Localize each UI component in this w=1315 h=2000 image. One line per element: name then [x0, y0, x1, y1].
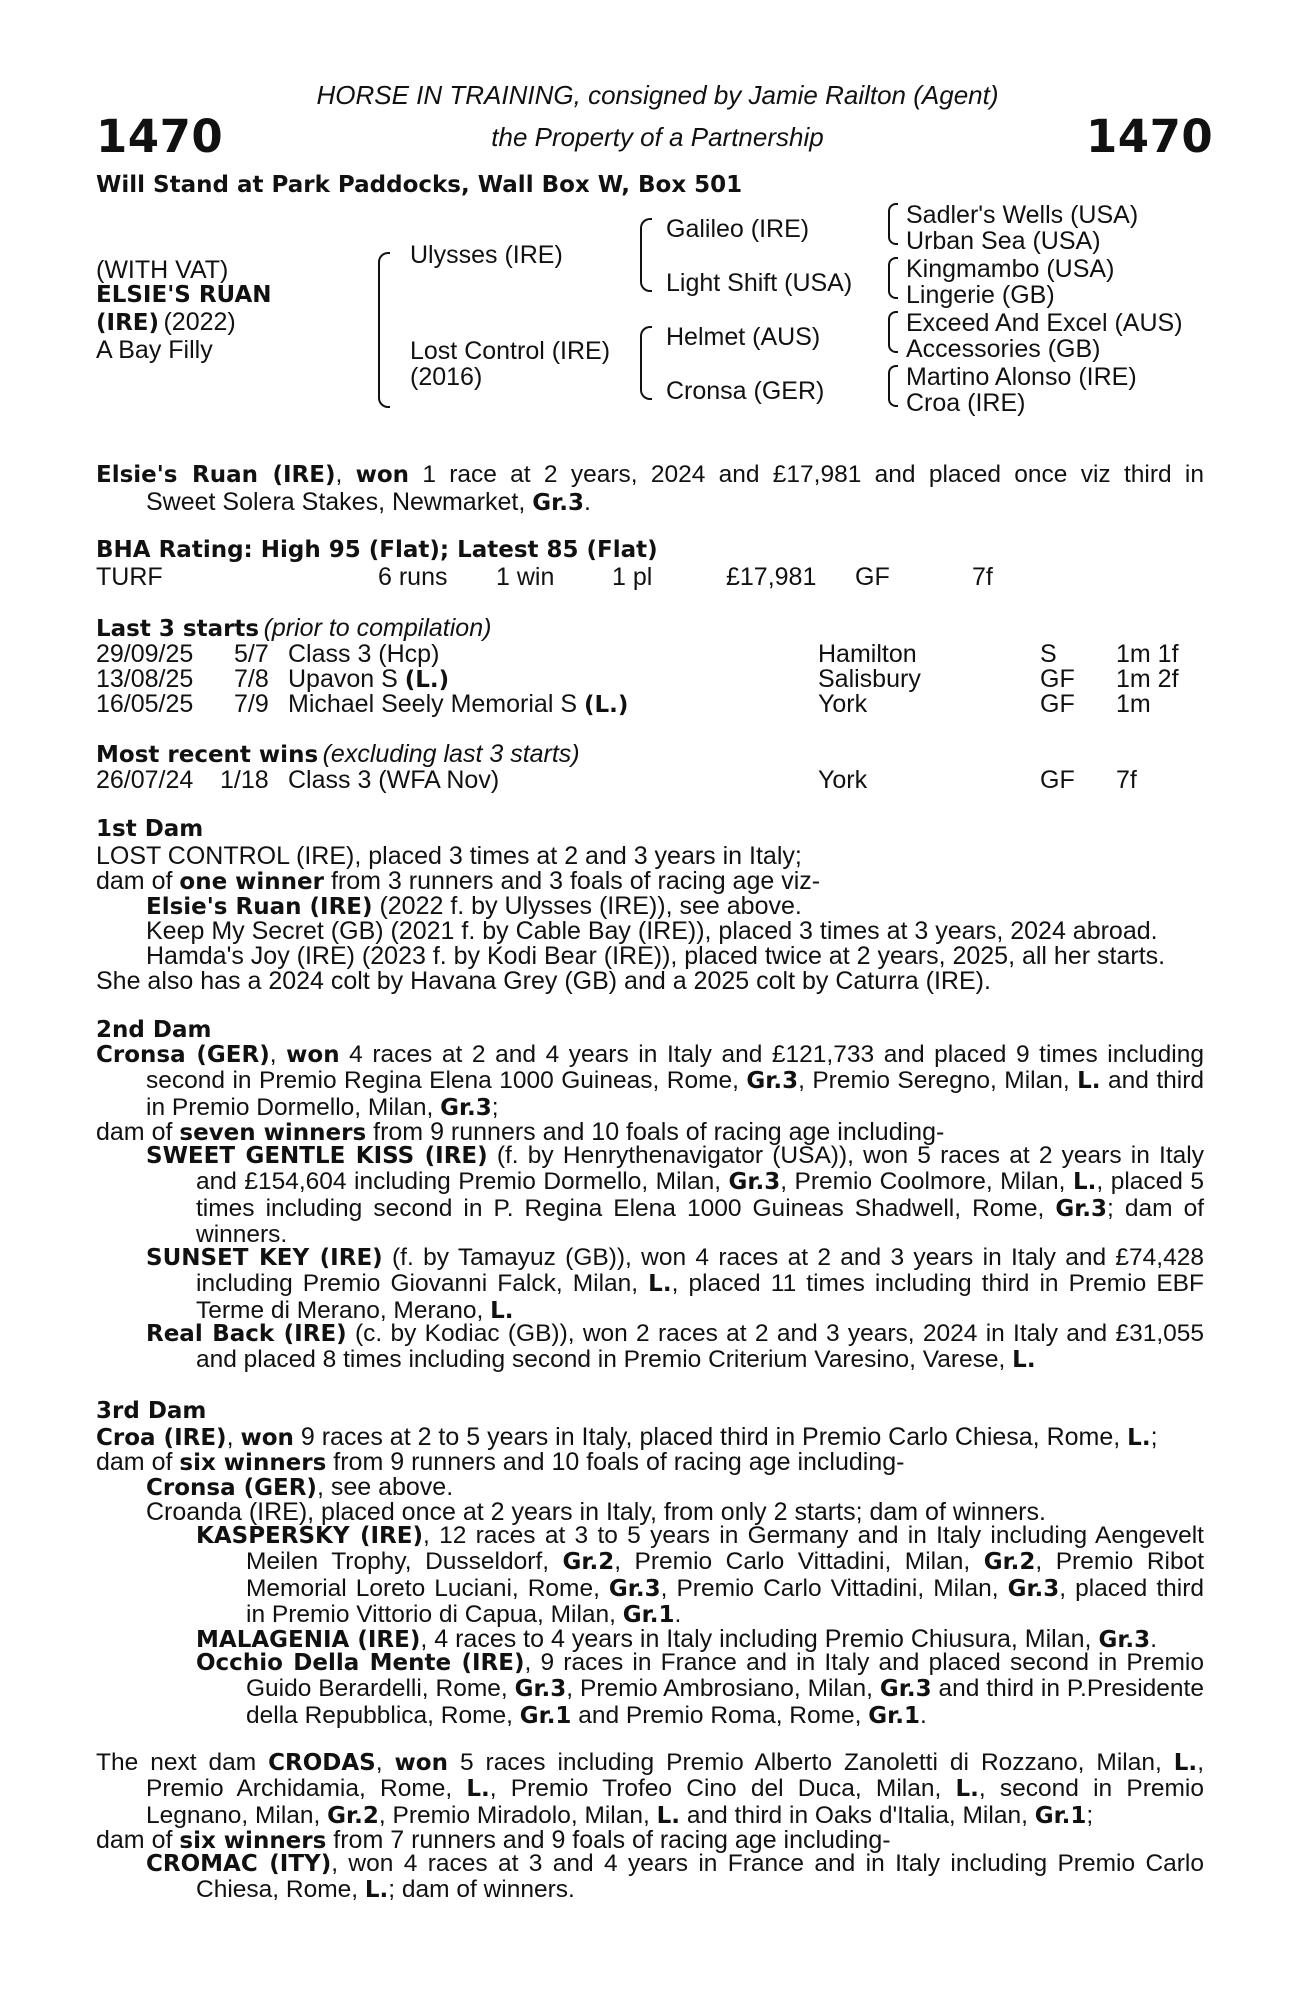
dam2-won: won	[286, 1042, 340, 1068]
dam3-heading: 3rd Dam	[96, 1398, 207, 1424]
progeny-text: and Premio Roma, Rome,	[578, 1701, 862, 1729]
dam1-line-1: LOST CONTROL (IRE), placed 3 times at 2 and 3 years in Italy;	[96, 842, 802, 870]
next-dam-winners: six winners	[179, 1828, 327, 1854]
pedigree-ss: Galileo (IRE)	[666, 215, 810, 243]
next-dam-grade: L.	[466, 1776, 490, 1803]
dam2-text: ;	[491, 1093, 499, 1121]
next-dam-text: and third in Oaks d'Italia, Milan,	[686, 1801, 1028, 1829]
progeny-text: ; dam of winners.	[196, 1194, 1204, 1249]
summary-text: 1 race at 2 years, 2024 and £17,981 and placed once viz third in	[422, 461, 1204, 488]
last3-heading: Last 3 starts	[96, 616, 260, 642]
progeny-grade: L.	[648, 1271, 672, 1298]
bha-places: 1 pl	[612, 563, 653, 591]
row-race: Class 3 (Hcp)	[288, 640, 440, 668]
consignor-line: HORSE IN TRAINING, consigned by Jamie Railton (Agent)	[316, 80, 999, 110]
summary-line-2	[146, 488, 591, 517]
progeny-text: , placed 5 times including second in P. Regina Elena 1000 Guineas Shadwell, Rome,	[196, 1168, 1205, 1222]
row-going: GF	[1040, 766, 1075, 794]
bha-wins: 1 win	[496, 563, 555, 591]
property-line: the Property of a Partnership	[491, 122, 824, 152]
progeny-name: MALAGENIA (IRE)	[196, 1627, 421, 1653]
progeny-grade: Gr.2	[562, 1549, 615, 1576]
pedigree-ssd: Urban Sea (USA)	[906, 227, 1101, 255]
dam2-progeny-2	[146, 1245, 1204, 1324]
row-position: 7/8	[234, 665, 269, 693]
dam2-text: 4 races at 2 and 4 years in Italy and £121,733 and placed 9 times including second in Premio Regina Elena 1000 Guineas, Rome,	[146, 1041, 1204, 1095]
recent-wins-heading-line	[96, 740, 580, 769]
dam3-line-4: Croanda (IRE), placed once at 2 years in Italy, from only 2 starts; dam of winners.	[146, 1498, 1046, 1526]
dam2-progeny-3	[146, 1321, 1204, 1374]
row-date: 16/05/25	[96, 690, 194, 718]
dam2-grade: L.	[1077, 1068, 1101, 1095]
bha-surface: TURF	[96, 563, 163, 591]
progeny-text: (f. by Tamayuz (GB)), won 4 races at 2 and 3 years in Italy and £74,428 including Premio Giovanni Falck, Milan,	[196, 1244, 1204, 1298]
progeny-text: , placed 11 times including third in Premio EBF Terme di Merano, Merano,	[196, 1270, 1204, 1324]
next-dam-paragraph	[96, 1750, 1204, 1829]
dam1-text: dam of	[96, 867, 173, 895]
progeny-grade: Gr.3	[608, 1575, 661, 1602]
row-date: 29/09/25	[96, 640, 194, 668]
dam3-text: ,	[226, 1423, 234, 1451]
progeny-text: , Premio Ribot Memorial Loreto Luciani, Rome,	[246, 1548, 1205, 1602]
dam1-heading: 1st Dam	[96, 816, 204, 842]
progeny-grade: Gr.1	[622, 1602, 675, 1629]
dam1-line-4: Keep My Secret (GB) (2021 f. by Cable Bay (IRE)), placed 3 times at 3 years, 2024 abroad.	[146, 917, 1158, 945]
dam2-progeny-1	[146, 1143, 1204, 1248]
progeny-grade: L.	[364, 1877, 389, 1904]
progeny-text: .	[674, 1601, 682, 1629]
dam2-name: Cronsa (GER)	[96, 1042, 270, 1068]
summary-won: won	[355, 462, 410, 488]
row-race: Upavon S	[288, 665, 398, 693]
next-dam-grade: L.	[955, 1776, 979, 1803]
ss-brace	[888, 203, 898, 245]
dam2-heading: 2nd Dam	[96, 1017, 212, 1043]
dam2-text: from 9 runners and 10 foals of racing age including-	[373, 1118, 945, 1146]
progeny-name: Real Back (IRE)	[146, 1321, 347, 1347]
next-dam-grade: Gr.1	[1034, 1802, 1087, 1829]
progeny-grade: Gr.1	[868, 1702, 920, 1729]
row-distance: 1m 1f	[1116, 640, 1179, 668]
progeny-text: , Premio Coolmore, Milan,	[780, 1168, 1066, 1196]
summary-race: Sweet Solera Stakes, Newmarket,	[146, 488, 526, 516]
sire-dam-brace	[378, 252, 390, 408]
bha-runs: 6 runs	[378, 563, 448, 591]
progeny-text: , Premio Carlo Vittadini, Milan,	[614, 1548, 971, 1576]
row-going: S	[1040, 640, 1057, 668]
pedigree-ddd: Croa (IRE)	[906, 389, 1026, 417]
progeny-text: and third in P.Presidente della Repubblica, Rome,	[246, 1675, 1204, 1729]
progeny-name: SUNSET KEY (IRE)	[146, 1245, 383, 1271]
dam3-progeny-name: Cronsa (GER)	[146, 1475, 317, 1501]
recent-wins-note: (excluding last 3 starts)	[322, 740, 580, 768]
pedigree-dds: Martino Alonso (IRE)	[906, 363, 1137, 391]
next-dam-won: won	[394, 1750, 448, 1776]
dam3-text: from 9 runners and 10 foals of racing age including-	[333, 1448, 905, 1476]
dam-brace	[640, 326, 652, 400]
sire-brace	[640, 218, 652, 292]
bha-heading: BHA Rating: High 95 (Flat); Latest 85 (Flat)	[96, 537, 658, 563]
row-course: Salisbury	[818, 665, 921, 693]
progeny-grade: Gr.2	[983, 1549, 1036, 1576]
dam1-text: (2022 f. by Ulysses (IRE)), see above.	[379, 892, 802, 920]
dam2-text: , Premio Seregno, Milan,	[798, 1067, 1070, 1095]
row-listed: (L.)	[404, 667, 450, 693]
horse-year: (2022)	[163, 308, 236, 336]
progeny-name: CROMAC (ITY)	[146, 1851, 332, 1877]
dam3-grade: L.	[1127, 1425, 1151, 1451]
row-distance: 1m 2f	[1116, 665, 1179, 693]
row-distance: 1m	[1116, 690, 1151, 718]
dam2-text: dam of	[96, 1118, 173, 1146]
next-dam-text: ,	[375, 1749, 383, 1776]
pedigree-dsd: Accessories (GB)	[906, 335, 1101, 363]
progeny-grade: Gr.3	[514, 1676, 567, 1703]
progeny-text: ; dam of winners.	[388, 1876, 575, 1904]
next-dam-text: , Premio Miradolo, Milan,	[378, 1801, 650, 1829]
progeny-text: , 4 races to 4 years in Italy including Premio Chiusura, Milan,	[420, 1625, 1092, 1653]
dam3-text: ;	[1150, 1423, 1158, 1451]
progeny-text: , placed third in Premio Vittorio di Capua, Milan,	[246, 1574, 1204, 1629]
horse-origin: (IRE)	[96, 310, 160, 336]
pedigree-ds: Helmet (AUS)	[666, 323, 821, 351]
row-race-line	[288, 690, 628, 719]
progeny-grade: Gr.3	[1098, 1627, 1151, 1653]
horse-description: A Bay Filly	[96, 336, 213, 364]
next-dam-text: ;	[1086, 1801, 1094, 1829]
progeny-text: , Premio Ambrosiano, Milan,	[566, 1675, 873, 1703]
pedigree-dam-year: (2016)	[410, 363, 483, 391]
dam2-text: ,	[269, 1041, 277, 1068]
progeny-grade: L.	[1012, 1347, 1036, 1374]
progeny-grade: Gr.1	[519, 1702, 572, 1729]
horse-origin-line	[96, 308, 236, 337]
pedigree-dss: Exceed And Excel (AUS)	[906, 309, 1183, 337]
dam2-text: and third in Premio Dormello, Milan,	[146, 1067, 1204, 1121]
next-dam-name: CRODAS	[268, 1750, 376, 1776]
pedigree-sdd: Lingerie (GB)	[906, 281, 1055, 309]
dam3-won: won	[240, 1425, 294, 1451]
row-position: 1/18	[220, 766, 269, 794]
row-date: 13/08/25	[96, 665, 194, 693]
dam1-winners: one winner	[179, 869, 324, 895]
progeny-text: (f. by Henrythenavigator (USA)), won 5 races at 2 years in Italy and £154,604 including Premio Dormello, Milan,	[196, 1142, 1204, 1196]
dam3-text: , see above.	[316, 1473, 454, 1501]
row-going: GF	[1040, 665, 1075, 693]
row-race: Michael Seely Memorial S	[288, 690, 577, 718]
progeny-text: , 12 races at 3 to 5 years in Germany and in Italy including Aengevelt Meilen Trophy, Dusseldorf,	[246, 1522, 1204, 1576]
progeny-grade: Gr.3	[728, 1169, 781, 1196]
progeny-grade: Gr.3	[879, 1676, 932, 1703]
ds-brace	[888, 311, 898, 353]
summary-end: .	[583, 488, 591, 516]
next-dam-text: from 7 runners and 9 foals of racing age including-	[333, 1826, 891, 1854]
progeny-text: , Premio Carlo Vittadini, Milan,	[660, 1574, 999, 1602]
bha-going: GF	[855, 563, 890, 591]
lot-number-right: 1470	[1086, 110, 1214, 163]
progeny-name: Occhio Della Mente (IRE)	[196, 1650, 525, 1676]
dam1-line-6: She also has a 2024 colt by Havana Grey (GB) and a 2025 colt by Caturra (IRE).	[96, 967, 991, 995]
row-going: GF	[1040, 690, 1075, 718]
recent-wins-heading: Most recent wins	[96, 742, 319, 768]
location-line: Will Stand at Park Paddocks, Wall Box W, Box 501	[96, 172, 743, 198]
dam3-text: dam of	[96, 1448, 173, 1476]
dam1-progeny-name: Elsie's Ruan (IRE)	[146, 894, 373, 920]
dam2-winners: seven winners	[179, 1120, 367, 1146]
pedigree-dam: Lost Control (IRE)	[410, 337, 611, 365]
row-listed: (L.)	[583, 692, 629, 718]
progeny-grade: Gr.3	[1055, 1195, 1107, 1222]
dam3-name: Croa (IRE)	[96, 1425, 227, 1451]
row-position: 7/9	[234, 690, 269, 718]
row-race: Class 3 (WFA Nov)	[288, 766, 500, 794]
progeny-text: .	[1150, 1625, 1158, 1653]
lot-number-left: 1470	[96, 110, 224, 163]
dam3-text: 9 races at 2 to 5 years in Italy, placed third in Premio Carlo Chiesa, Rome,	[300, 1423, 1121, 1451]
progeny-text: .	[919, 1701, 927, 1729]
next-dam-text: , Premio Trofeo Cino del Duca, Milan,	[489, 1775, 942, 1803]
pedigree-sd: Light Shift (USA)	[666, 269, 853, 297]
dam3-grandprogeny-1	[196, 1523, 1204, 1629]
next-dam-text: , Premio Archidamia, Rome,	[146, 1749, 1204, 1803]
dd-brace	[888, 365, 898, 407]
sd-brace	[888, 257, 898, 299]
next-dam-progeny	[146, 1851, 1204, 1904]
bha-distance: 7f	[972, 563, 993, 591]
progeny-grade: L.	[1072, 1169, 1097, 1196]
pedigree-dd: Cronsa (GER)	[666, 377, 825, 405]
dam1-text: from 3 runners and 3 foals of racing age viz-	[330, 867, 821, 895]
bha-earnings: £17,981	[726, 563, 817, 591]
pedigree-sds: Kingmambo (USA)	[906, 255, 1115, 283]
next-dam-grade: L.	[1173, 1750, 1198, 1776]
next-dam-text: 5 races including Premio Alberto Zanoletti di Rozzano, Milan,	[459, 1749, 1162, 1776]
next-dam-text: dam of	[96, 1826, 173, 1854]
next-dam-text: , second in Premio Legnano, Milan,	[146, 1775, 1204, 1829]
dam2-grade: Gr.3	[440, 1094, 492, 1121]
dam1-line-5: Hamda's Joy (IRE) (2023 f. by Kodi Bear (IRE)), placed twice at 2 years, 2025, all her starts.	[146, 942, 1166, 970]
dam2-paragraph	[96, 1042, 1204, 1121]
vat-note: (WITH VAT)	[96, 256, 229, 284]
row-position: 5/7	[234, 640, 269, 668]
progeny-text: , 9 races in France and in Italy and placed second in Premio Guido Berardelli, Rome,	[246, 1649, 1204, 1703]
pedigree-sire: Ulysses (IRE)	[410, 241, 563, 269]
progeny-text: , won 4 races at 3 and 4 years in France and in Italy including Premio Carlo Chiesa, Rome,	[196, 1850, 1204, 1904]
last3-heading-line	[96, 614, 491, 643]
row-course: York	[818, 690, 868, 718]
dam3-winners: six winners	[179, 1450, 327, 1476]
next-dam-text: The next dam	[96, 1749, 257, 1776]
dam2-grade: Gr.3	[746, 1068, 799, 1095]
row-course: York	[818, 766, 868, 794]
progeny-text: (c. by Kodiac (GB)), won 2 races at 2 and 3 years, 2024 in Italy and £31,055 and placed 8 times including second in Premio Criterium Varesino, Varese,	[196, 1320, 1205, 1374]
progeny-grade: L.	[490, 1297, 514, 1324]
row-course: Hamilton	[818, 640, 917, 668]
row-distance: 7f	[1116, 766, 1137, 794]
next-dam-grade: L.	[656, 1802, 681, 1829]
summary-horse-name: Elsie's Ruan (IRE)	[96, 462, 336, 488]
summary-line-1: Elsie's Ruan (IRE), won 1 race at 2 years, 2024 and £17,981 and placed once viz third in	[96, 461, 1204, 488]
pedigree-sss: Sadler's Wells (USA)	[906, 201, 1139, 229]
progeny-name: KASPERSKY (IRE)	[196, 1523, 423, 1549]
row-date: 26/07/24	[96, 766, 194, 794]
last3-note: (prior to compilation)	[263, 614, 492, 642]
horse-name: ELSIE'S RUAN	[96, 282, 272, 308]
summary-grade: Gr.3	[532, 490, 584, 516]
progeny-name: SWEET GENTLE KISS (IRE)	[146, 1143, 488, 1169]
dam3-grandprogeny-3	[196, 1650, 1204, 1729]
progeny-grade: Gr.3	[1007, 1575, 1060, 1602]
next-dam-grade: Gr.2	[327, 1802, 379, 1829]
